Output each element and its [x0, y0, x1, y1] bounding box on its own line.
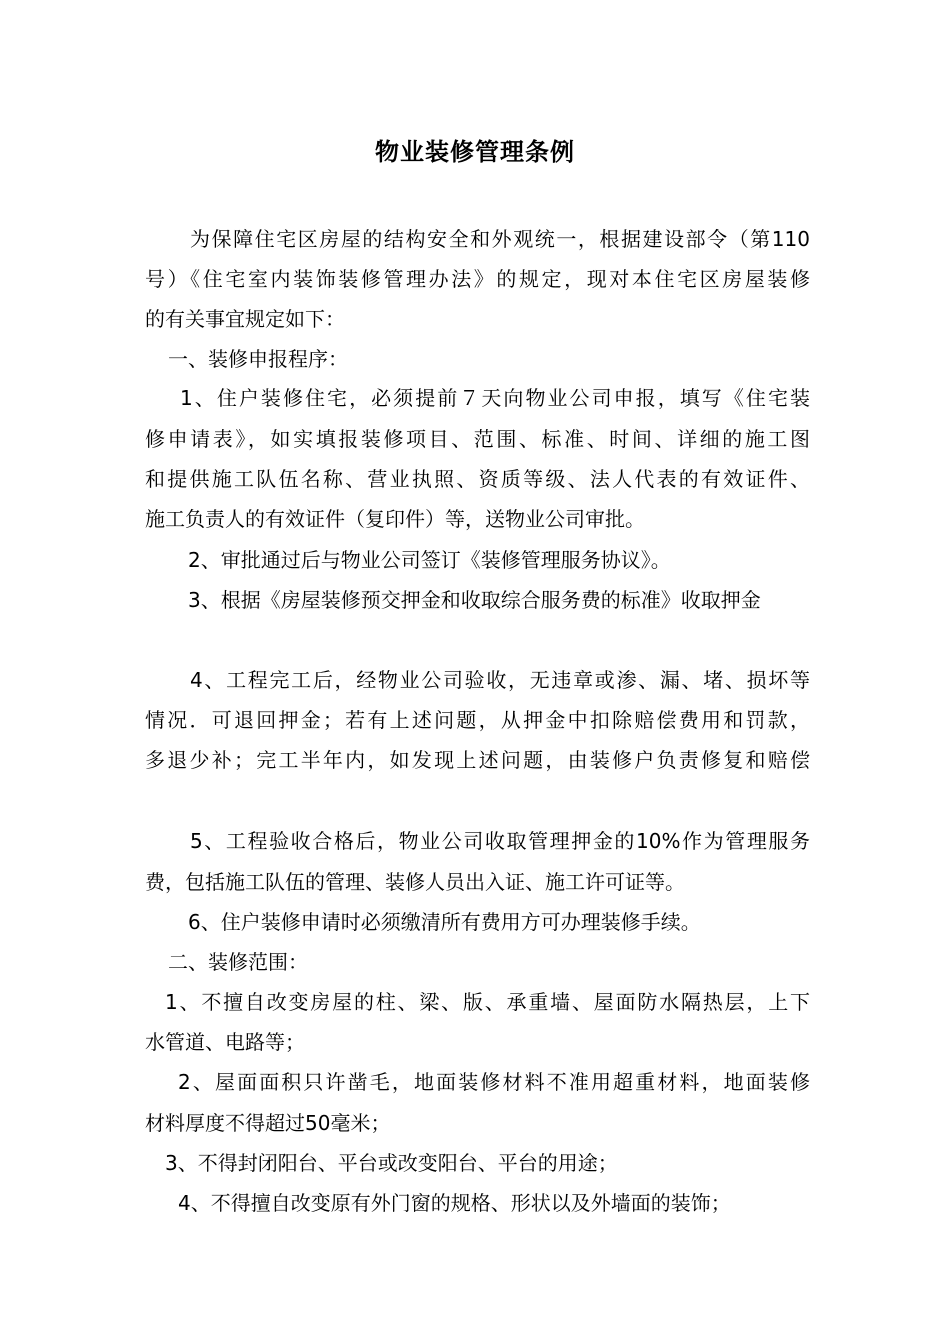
paragraph-line: 5、工程验收合格后，物业公司收取管理押金的10%作为管理服务	[190, 829, 810, 853]
section-heading: 一、装修申报程序：	[168, 347, 348, 371]
paragraph-line: 情况．可退回押金；若有上述问题，从押金中扣除赔偿费用和罚款，	[145, 708, 810, 732]
paragraph-line: 材料厚度不得超过50毫米；	[145, 1111, 391, 1135]
paragraph-line: 2、屋面面积只许凿毛，地面装修材料不准用超重材料，地面装修	[178, 1070, 810, 1094]
paragraph-line: 6、住户装修申请时必须缴清所有费用方可办理装修手续。	[188, 910, 701, 934]
paragraph-line: 4、工程完工后，经物业公司验收，无违章或渗、漏、堵、损坏等	[190, 668, 810, 692]
section-heading: 二、装修范围：	[168, 950, 308, 974]
paragraph-line: 费，包括施工队伍的管理、装修人员出入证、施工许可证等。	[145, 870, 685, 894]
paragraph-line: 1、不擅自改变房屋的柱、梁、版、承重墙、屋面防水隔热层，上下	[165, 990, 810, 1014]
paragraph-line: 号）《住宅室内装饰装修管理办法》的规定，现对本住宅区房屋装修	[145, 267, 810, 291]
paragraph-line: 4、不得擅自改变原有外门窗的规格、形状以及外墙面的装饰；	[178, 1191, 731, 1215]
paragraph-line: 的有关事宜规定如下：	[145, 307, 345, 331]
paragraph-line: 3、不得封闭阳台、平台或改变阳台、平台的用途；	[165, 1151, 618, 1175]
paragraph-line: 为保障住宅区房屋的结构安全和外观统一，根据建设部令（第110	[190, 227, 810, 251]
paragraph-line: 施工负责人的有效证件（复印件）等，送物业公司审批。	[145, 507, 645, 531]
document-title: 物业装修管理条例	[375, 138, 575, 166]
paragraph-line: 3、根据《房屋装修预交押金和收取综合服务费的标准》收取押金	[188, 588, 761, 612]
paragraph-line: 水管道、电路等；	[145, 1030, 305, 1054]
paragraph-line: 2、审批通过后与物业公司签订《装修管理服务协议》。	[188, 548, 671, 572]
paragraph-line: 修申请表》，如实填报装修项目、范围、标准、时间、详细的施工图	[145, 427, 810, 451]
paragraph-line: 和提供施工队伍名称、营业执照、资质等级、法人代表的有效证件、	[145, 467, 810, 491]
paragraph-line: 多退少补；完工半年内，如发现上述问题，由装修户负责修复和赔偿	[145, 748, 810, 772]
paragraph-line: 1、住户装修住宅，必须提前７天向物业公司申报，填写《住宅装	[180, 386, 810, 410]
